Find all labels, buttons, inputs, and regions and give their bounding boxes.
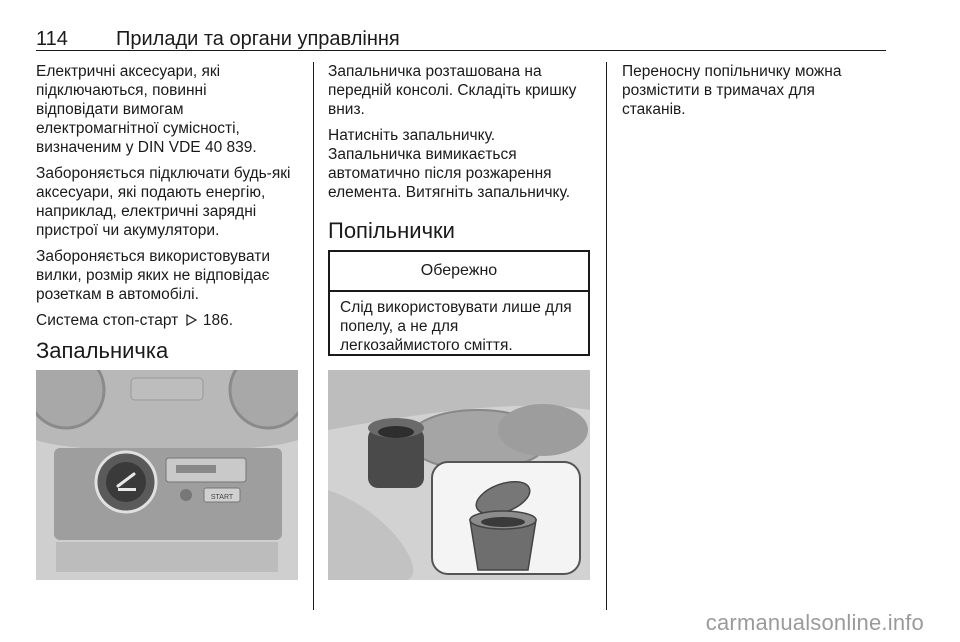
caution-box — [328, 250, 590, 356]
page-reference-arrow-icon — [185, 312, 197, 324]
paragraph-no-power-accessories: Забороняється підключати будь-які аксесуари, які подають енергію, наприклад, електричні зарядні пристрої чи акумулятори. — [36, 165, 291, 239]
column-3 — [622, 62, 884, 126]
page-number: 114 — [36, 28, 68, 50]
paragraph-portable-ashtray: Переносну попільничку можна розмістити в тримачах для стаканів. — [622, 63, 842, 118]
caution-body: Слід використовувати лише для попелу, а не для легкозаймистого сміття. — [340, 299, 572, 354]
paragraph-stop-start — [36, 311, 304, 330]
stop-start-page-ref[interactable]: 186. — [202, 312, 234, 329]
ashtray-photo — [328, 370, 590, 580]
column-2 — [328, 62, 594, 209]
page-header — [36, 28, 886, 50]
paragraph-lighter-location: Запальничка розташована на передній консолі. Складіть кришку вниз. — [328, 63, 577, 118]
section-title-ashtrays: Попільнички — [328, 218, 455, 243]
chapter-title: Прилади та органи управління — [116, 28, 400, 50]
watermark: carmanualsonline.info — [705, 610, 924, 635]
paragraph-emc: Електричні аксесуари, які підключаються, повинні відповідати вимогам електромагнітної сумісності, визначеним у DIN VDE 40 839. — [36, 63, 257, 156]
section-title-lighter: Запальничка — [36, 338, 169, 363]
header-rule — [36, 50, 886, 51]
caution-title: Обережно — [330, 252, 588, 292]
paragraph-press-lighter: Натисніть запальничку. Запальничка вимикається автоматично після розжарення елемента. Витягніть запальничку. — [328, 127, 571, 201]
column-1 — [36, 62, 304, 337]
paragraph-plug-size: Забороняється використовувати вилки, розмір яких не відповідає розеткам в автомобілі. — [36, 248, 270, 303]
column-divider-1 — [313, 62, 314, 610]
column-divider-2 — [606, 62, 607, 610]
lighter-photo — [36, 370, 298, 580]
stop-start-text: Система стоп-старт — [36, 312, 179, 329]
start-button-label: START — [210, 494, 234, 501]
